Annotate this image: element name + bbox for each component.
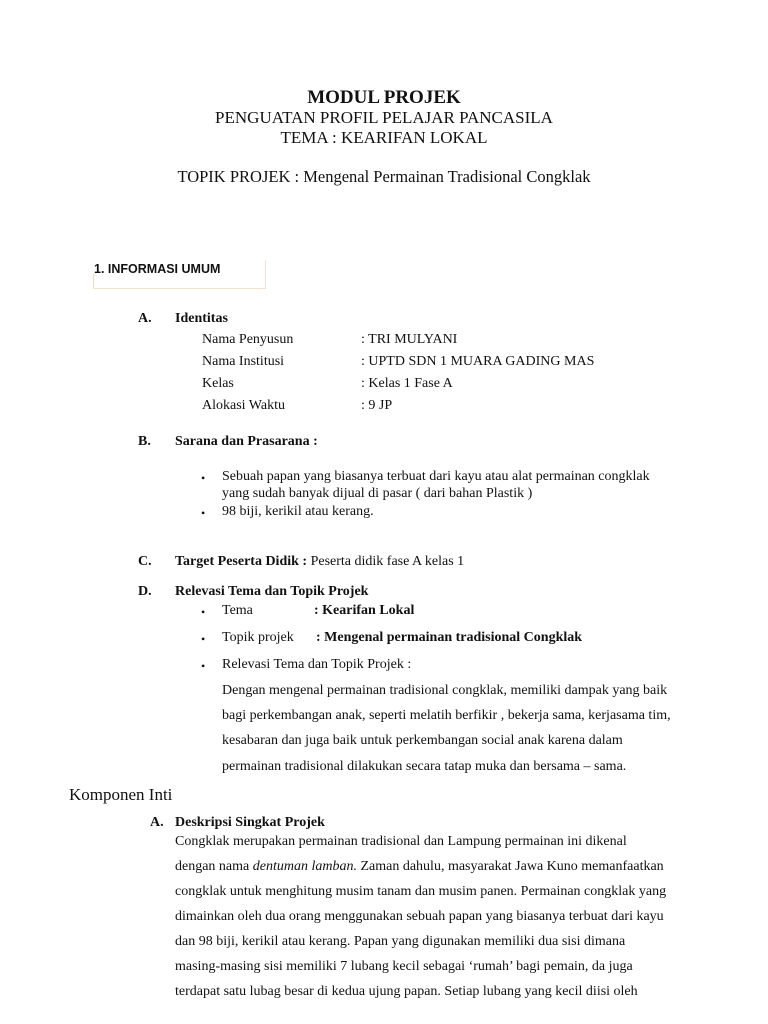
document-subtitle: PENGUATAN PROFIL PELAJAR PANCASILA	[215, 108, 553, 127]
theme-line: TEMA : KEARIFAN LOKAL	[280, 128, 488, 147]
relevasi-label: Relevasi Tema dan Topik Projek :	[222, 657, 412, 672]
paragraph-line	[175, 859, 664, 875]
bullet-icon: •	[201, 471, 206, 485]
bullet-icon: •	[201, 506, 206, 520]
tema-value: : Kearifan Lokal	[314, 603, 415, 618]
identitas-heading: Identitas	[175, 311, 228, 326]
target-letter: C.	[138, 554, 152, 569]
list-item: 98 biji, kerikil atau kerang.	[222, 504, 374, 519]
identity-label: Nama Penyusun	[202, 332, 294, 347]
paragraph-line: dan 98 biji, kerikil atau kerang. Papan yang digunakan memiliki dua sisi dimana	[175, 934, 626, 949]
identity-value: : UPTD SDN 1 MUARA GADING MAS	[361, 354, 595, 369]
paragraph-line: Congklak merupakan permainan tradisional dan Lampung permainan ini dikenal	[175, 834, 627, 849]
relevansi-letter: D.	[138, 584, 152, 599]
paragraph-line: masing-masing sisi memiliki 7 lubang kecil sebagai ‘rumah’ bagi pemain, da juga	[175, 959, 633, 974]
identity-value: : 9 JP	[361, 398, 393, 413]
identity-label: Nama Institusi	[202, 354, 285, 369]
text-run: dengan nama	[175, 859, 253, 874]
list-item: Sebuah papan yang biasanya terbuat dari kayu atau alat permainan congklak	[222, 469, 650, 484]
list-item-continuation: yang sudah banyak dijual di pasar ( dari bahan Plastik )	[222, 486, 533, 501]
paragraph-line: terdapat satu lubag besar di kedua ujung papan. Setiap lubang yang kecil diisi oleh	[175, 984, 638, 999]
document-title: MODUL PROJEK	[307, 87, 461, 108]
paragraph-line: dimainkan oleh dua orang menggunakan sebuah papan yang biasanya terbuat dari kayu	[175, 909, 664, 924]
identitas-letter: A.	[138, 311, 152, 326]
identity-value: : TRI MULYANI	[361, 332, 458, 347]
paragraph-line: Dengan mengenal permainan tradisional congklak, memiliki dampak yang baik	[222, 683, 668, 698]
komponen-inti-heading: Komponen Inti	[69, 785, 173, 804]
italic-term: dentuman lamban.	[252, 859, 357, 874]
bullet-icon: •	[201, 659, 206, 673]
section-heading-informasi-umum: 1. INFORMASI UMUM	[94, 262, 221, 276]
text-run: Zaman dahulu, masyarakat Jawa Kuno memanfaatkan	[356, 859, 664, 874]
tema-label: Tema	[222, 603, 253, 618]
deskripsi-letter: A.	[150, 815, 164, 830]
paragraph-line: permainan tradisional dilakukan secara tatap muka dan bersama – sama.	[222, 759, 627, 774]
identity-label: Kelas	[202, 376, 234, 391]
identity-value: : Kelas 1 Fase A	[361, 376, 453, 391]
target-line	[175, 554, 464, 570]
target-heading: Target Peserta Didik :	[175, 554, 308, 569]
sarana-heading: Sarana dan Prasarana :	[175, 434, 318, 449]
bullet-icon: •	[201, 632, 206, 646]
deskripsi-heading: Deskripsi Singkat Projek	[175, 815, 325, 830]
bullet-icon: •	[201, 605, 206, 619]
topic-line: TOPIK PROJEK : Mengenal Permainan Tradisional Congklak	[177, 167, 591, 186]
paragraph-line: kesabaran dan juga baik untuk perkembangan social anak karena dalam	[222, 733, 623, 748]
paragraph-line: congklak untuk menghitung musim tanam dan musim panen. Permainan congklak yang	[175, 884, 667, 899]
target-value: Peserta didik fase A kelas 1	[307, 554, 465, 569]
identity-label: Alokasi Waktu	[202, 398, 285, 413]
sarana-letter: B.	[138, 434, 151, 449]
topik-label: Topik projek	[222, 630, 294, 645]
paragraph-line: bagi perkembangan anak, seperti melatih berfikir , bekerja sama, kerjasama tim,	[222, 708, 671, 723]
topik-value: : Mengenal permainan tradisional Congklak	[316, 630, 583, 645]
relevansi-heading: Relevasi Tema dan Topik Projek	[175, 584, 369, 599]
